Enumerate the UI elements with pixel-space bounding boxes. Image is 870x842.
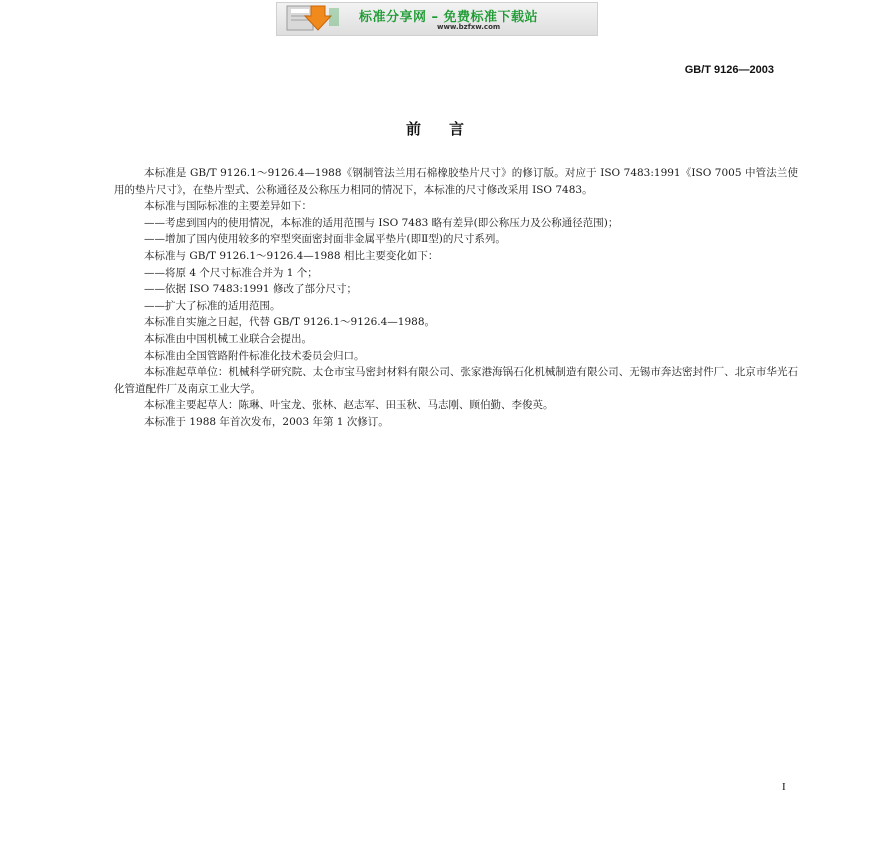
paragraph-replaces: 本标准自实施之日起，代替 GB/T 9126.1～9126.4—1988。 bbox=[144, 316, 436, 329]
paragraph-drafting-units: 本标准起草单位：机械科学研究院、太仓市宝马密封材料有限公司、张家港海锅石化机械制造有限公司、无锡市奔达密封件厂、北京市华光石化管道配件厂及南京工业大学。 bbox=[114, 366, 798, 395]
paragraph-proposed-by: 本标准由中国机械工业联合会提出。 bbox=[144, 332, 312, 345]
list-item-scope-difference: ——考虑到国内的使用情况，本标准的适用范围与 ISO 7483 略有差异(即公称压力及公称通径范围)； bbox=[144, 216, 619, 229]
foreword-body bbox=[114, 165, 798, 431]
paragraph-administered-by: 本标准由全国管路附件标准化技术委员会归口。 bbox=[144, 349, 365, 362]
list-item-added-series: ——增加了国内使用较多的窄型突面密封面非金属平垫片(即Ⅱ型)的尺寸系列。 bbox=[144, 233, 506, 246]
watermark-banner bbox=[276, 2, 598, 36]
list-item-merge-standards: ——将原 4 个尺寸标准合并为 1 个； bbox=[144, 266, 318, 279]
paragraph-drafters: 本标准主要起草人：陈琳、叶宝龙、张林、赵志军、田玉秋、马志刚、顾伯勤、李俊英。 bbox=[144, 399, 554, 412]
watermark-title: 标准分享网 – 免费标准下载站 bbox=[359, 10, 539, 25]
list-item-modified-sizes: ——依据 ISO 7483:1991 修改了部分尺寸； bbox=[144, 283, 357, 296]
download-arrow-icon bbox=[281, 4, 341, 34]
page-number: I bbox=[782, 781, 786, 793]
paragraph-publication-history: 本标准于 1988 年首次发布，2003 年第 1 次修订。 bbox=[144, 415, 389, 428]
page-title: 前言 bbox=[405, 120, 492, 138]
watermark-url: www.bzfxw.com bbox=[437, 23, 501, 31]
paragraph-changes-intro: 本标准与 GB/T 9126.1～9126.4—1988 相比主要变化如下： bbox=[144, 249, 439, 262]
paragraph-revision-note: 本标准是 GB/T 9126.1～9126.4—1988《钢制管法兰用石棉橡胶垫片尺寸》的修订版。对应于 ISO 7483:1991《ISO 7005 中管法兰使用的垫片尺寸》，在垫片型式、公称通径及公称压力相同的情况下，本标准的尺寸修改采用 ISO 7483。 bbox=[114, 167, 798, 196]
paragraph-intl-differences-intro: 本标准与国际标准的主要差异如下： bbox=[144, 200, 312, 213]
list-item-expanded-scope: ——扩大了标准的适用范围。 bbox=[144, 299, 281, 312]
standard-code: GB/T 9126—2003 bbox=[684, 64, 774, 76]
